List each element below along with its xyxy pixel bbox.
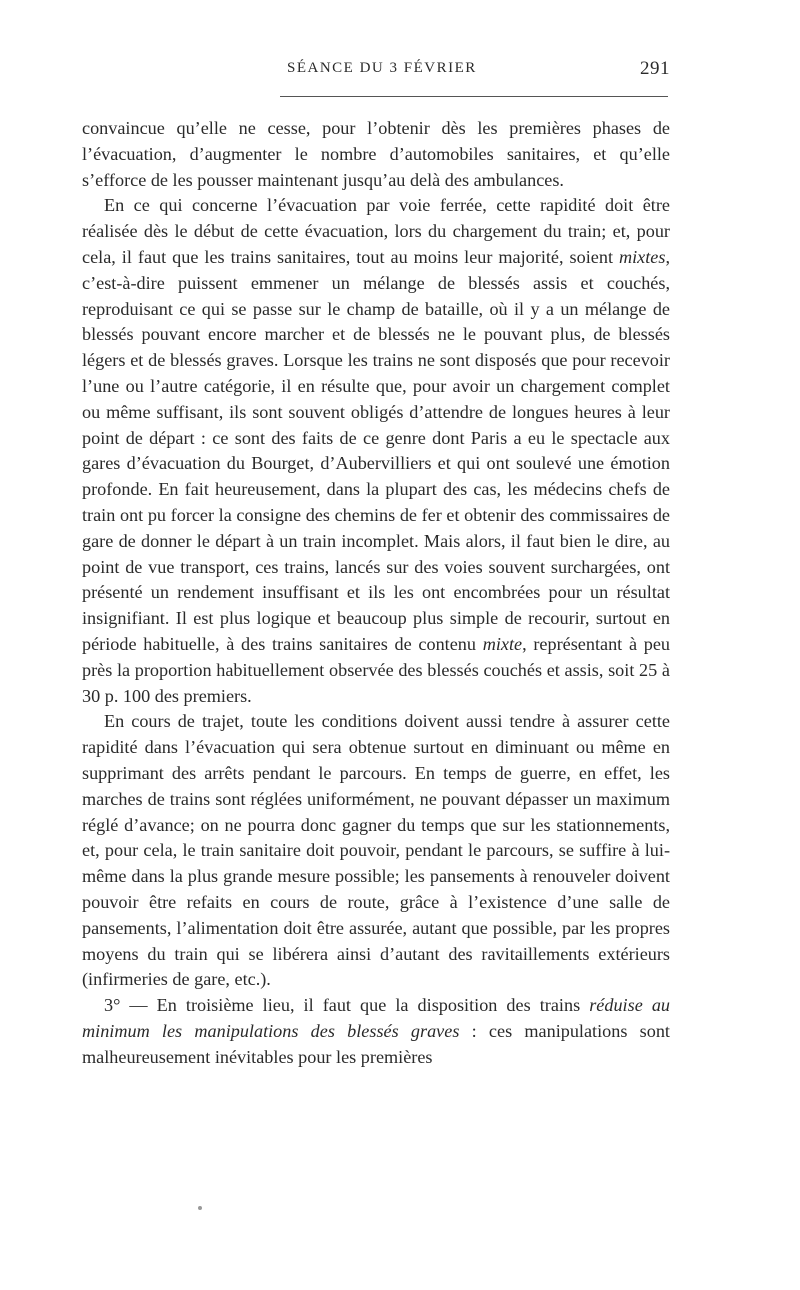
paragraph-4 [82, 993, 670, 1070]
paragraph-2 [82, 193, 670, 709]
paragraph-2-part-2: , c’est-à-dire puissent emmener un mélange de blessés assis et couchés, reproduisant ce qui se passe sur le champ de bataille, où il y a un mélange de blessés pouvant encore marcher et de blessés ne le pouvant plus, de blessés légers et de blessés graves. Lorsque les trains ne sont disposés que pour recevoir l’une ou l’autre catégorie, il en résulte que, pour avoir un chargement complet ou même suffisant, ils sont souvent obligés d’attendre de longues heures à leur point de départ : ce sont des faits de ce genre dont Paris a eu le spectacle aux gares d’évacuation du Bourget, d’Aubervilliers et qui ont soulevé une émotion profonde. En fait heureusement, dans la plupart des cas, les médecins chefs de train ont pu forcer la consigne des chemins de fer et obtenir des commissaires de gare de donner le départ à un train incomplet. Mais alors, il faut bien le dire, au point de vue transport, ces trains, lancés sur des voies souvent surchargées, ont présenté un rendement insuffisant et ils les ont encombrées pour un résultat insignifiant. Il est plus logique et beaucoup plus simple de recourir, surtout en période habituelle, à des trains sanitaires de contenu [82, 246, 670, 654]
running-title: SÉANCE DU 3 FÉVRIER [287, 60, 477, 76]
paragraph-1: convaincue qu’elle ne cesse, pour l’obtenir dès les premières phases de l’évacuation, d’augmenter le nombre d’automobiles sanitaires, et qu’elle s’efforce de les pousser maintenant jusqu’au delà des ambulances. [82, 118, 670, 190]
paragraph-3: En cours de trajet, toute les conditions doivent aussi tendre à assurer cette rapidité dans l’évacuation qui sera obtenue surtout en diminuant ou même en supprimant des arrêts pendant le parcours. En temps de guerre, en effet, les marches de trains sont réglées uniformément, ne pouvant dépasser un maximum réglé d’avance; on ne pourra donc gagner du temps que sur les stationnements, et, pour cela, le train sanitaire doit pouvoir, pendant le parcours, se suffire à lui-même dans la plus grande mesure possible; les pansements à renouveler doivent pouvoir être refaits en cours de route, grâce à l’existence d’une salle de pansements, l’alimentation doit être assurée, autant que possible, par les propres moyens du train qui se libérera ainsi d’autant des ravitaillements extérieurs (infirmeries de gare, etc.). [82, 711, 670, 990]
running-head [82, 58, 670, 84]
paragraph-2-part-3: , représentant à peu près la proportion habituellement observée des blessés couchés et assis, soit 25 à 30 p. 100 des premiers. [82, 633, 670, 706]
italic-mixtes: mixtes [618, 246, 666, 267]
paragraph-4-tail: : ces manipulations sont malheureusement inévitables pour les premières [82, 1020, 670, 1067]
stray-mark [198, 1206, 202, 1210]
paragraph-4-lead: 3° — En troisième lieu, il faut que la disposition des trains [104, 995, 590, 1016]
page-number: 291 [640, 58, 670, 79]
italic-emphasis: réduise au minimum les manipulations des blessés graves [82, 995, 671, 1041]
header-rule [280, 96, 668, 97]
body-text [82, 116, 670, 1070]
italic-mixte: mixte [482, 633, 523, 654]
paragraph-2-part-1: En ce qui concerne l’évacuation par voie ferrée, cette rapidité doit être réalisée dès le début de cette évacuation, lors du chargement du train; et, pour cela, il faut que les trains sanitaires, tout au moins leur majorité, soient [82, 195, 670, 267]
